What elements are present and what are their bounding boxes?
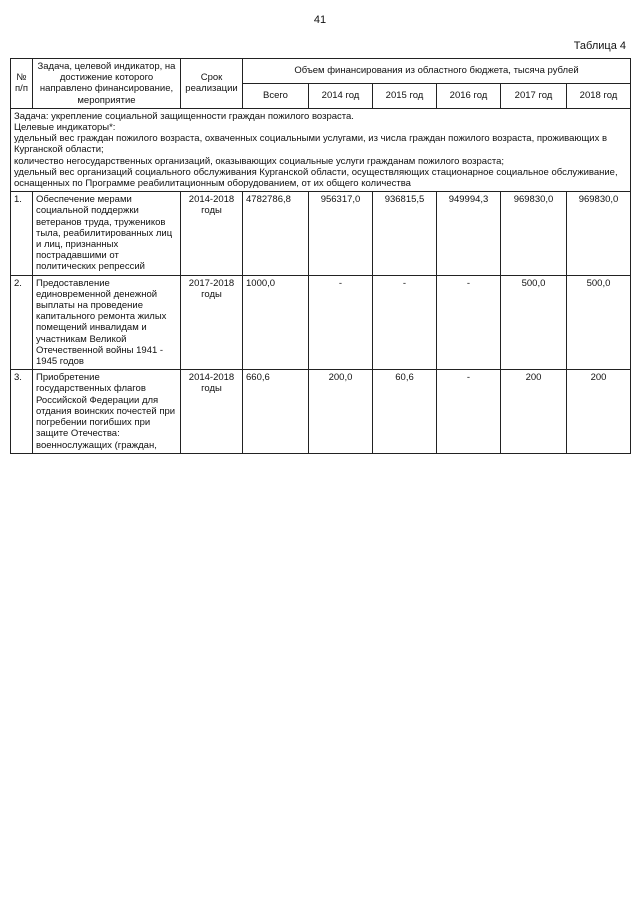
- row-term: 2017-2018 годы: [181, 275, 243, 370]
- row-2015: 936815,5: [373, 192, 437, 275]
- header-2016: 2016 год: [437, 83, 501, 108]
- task-line: количество негосударственных организаций, оказывающих социальные услуги гражданам пожилого возраста;: [14, 155, 505, 167]
- row-number: 2.: [11, 275, 33, 370]
- row-2014: 956317,0: [309, 192, 373, 275]
- page-number: 41: [313, 14, 327, 26]
- row-2018: 500,0: [567, 275, 631, 370]
- table-row: [11, 192, 631, 275]
- task-line: удельный вес организаций социального обслуживания Курганской области, осуществляющих стационарное социальное обслуживание, оснащенных по Программе реабилитационным оборудованием, от их общего количества: [14, 166, 618, 190]
- header-term: Срок реализации: [181, 59, 243, 109]
- table-row: [11, 370, 631, 453]
- header-num: № п/п: [11, 59, 33, 109]
- row-total: 660,6: [243, 370, 309, 453]
- row-2017: 500,0: [501, 275, 567, 370]
- header-total: Всего: [243, 83, 309, 108]
- header-2017: 2017 год: [501, 83, 567, 108]
- header-2014: 2014 год: [309, 83, 373, 108]
- row-2017: 200: [501, 370, 567, 453]
- header-2018: 2018 год: [567, 83, 631, 108]
- row-number: 3.: [11, 370, 33, 453]
- task-line: удельный вес граждан пожилого возраста, охваченных социальными услугами, из числа граждан пожилого возраста, проживающих в Курганской области;: [14, 133, 608, 156]
- row-2016: -: [437, 275, 501, 370]
- header-2015: 2015 год: [373, 83, 437, 108]
- row-2016: -: [437, 370, 501, 453]
- row-measure: Приобретение государственных флагов Российской Федерации для отдания воинских почестей при погребении погибших при защите Отечества: военнослужащих (граждан,: [33, 370, 181, 453]
- row-2015: 60,6: [373, 370, 437, 453]
- row-2014: -: [309, 275, 373, 370]
- header-funding: Объем финансирования из областного бюджета, тысяча рублей: [243, 59, 631, 84]
- row-2017: 969830,0: [501, 192, 567, 275]
- task-row: [11, 108, 631, 191]
- task-description: [11, 108, 631, 191]
- row-2014: 200,0: [309, 370, 373, 453]
- row-measure: Обеспечение мерами социальной поддержки ветеранов труда, тружеников тыла, реабилитированных лиц и лиц, признанных пострадавшими от политических репрессий: [33, 192, 181, 275]
- header-row: [11, 59, 631, 84]
- row-measure: Предоставление единовременной денежной выплаты на проведение капитального ремонта жилых помещений инвалидам и участникам Великой Отечественной войны 1941 - 1945 годов: [33, 275, 181, 370]
- row-term: 2014-2018 годы: [181, 370, 243, 453]
- row-2015: -: [373, 275, 437, 370]
- financing-table: [10, 58, 631, 454]
- row-number: 1.: [11, 192, 33, 275]
- row-2018: 969830,0: [567, 192, 631, 275]
- row-2016: 949994,3: [437, 192, 501, 275]
- row-total: 4782786,8: [243, 192, 309, 275]
- task-line: Задача: укрепление социальной защищенности граждан пожилого возраста.: [14, 110, 354, 122]
- table-caption: Таблица 4: [573, 40, 626, 52]
- row-2018: 200: [567, 370, 631, 453]
- task-line: Целевые индикаторы*:: [14, 122, 116, 134]
- table-row: [11, 275, 631, 370]
- header-task: Задача, целевой индикатор, на достижение которого направлено финансирование, мероприятие: [33, 59, 181, 109]
- row-term: 2014-2018 годы: [181, 192, 243, 275]
- row-total: 1000,0: [243, 275, 309, 370]
